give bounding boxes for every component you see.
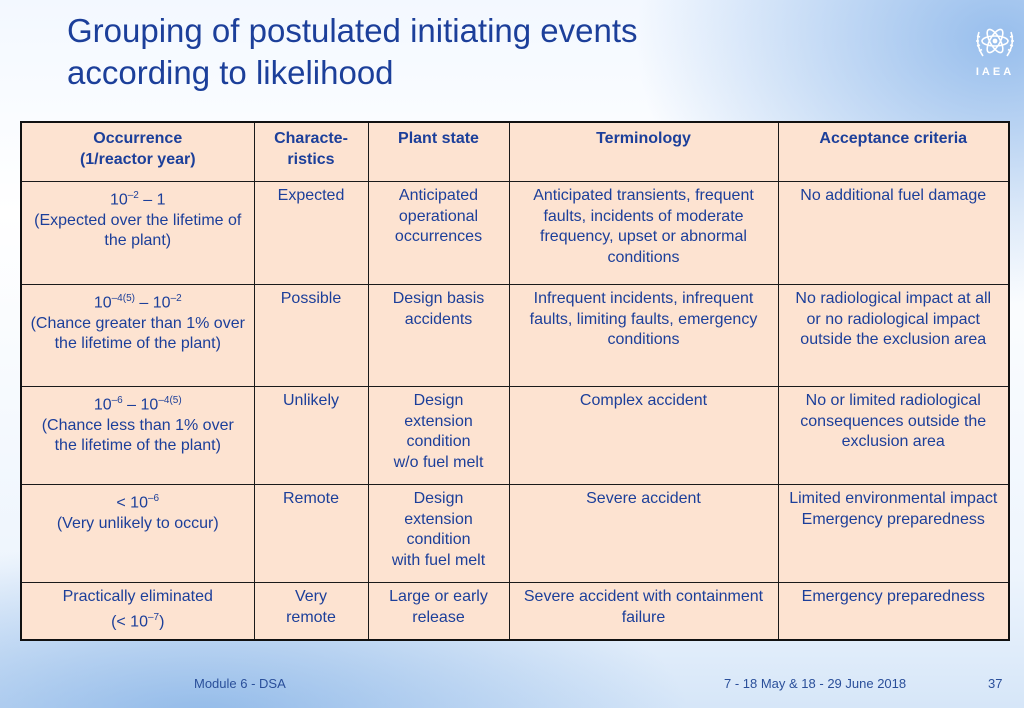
- header-characteristics: Characte- ristics: [254, 122, 368, 182]
- cell-plant-state: Design basis accidents: [368, 285, 509, 387]
- cell-terminology: Anticipated transients, frequent faults, incidents of moderate frequency, upset or abnormal conditions: [509, 182, 778, 285]
- occurrence-mid: – 10: [134, 294, 171, 312]
- cell-characteristics: [254, 583, 368, 641]
- cell-occurrence: [21, 387, 254, 485]
- characteristics-line: Very: [294, 588, 327, 605]
- acceptance-line: Limited environmental impact: [789, 490, 998, 507]
- occurrence-base: < 10: [116, 494, 148, 512]
- cell-plant-state: Large or early release: [368, 583, 509, 641]
- occurrence-base: 10: [109, 191, 128, 209]
- plant-state-line: condition: [406, 531, 471, 548]
- occurrence-rest: – 1: [138, 191, 166, 209]
- slide-title: [67, 10, 867, 94]
- occurrence-note: (Very unlikely to occur): [56, 514, 219, 532]
- header-acceptance-criteria: Acceptance criteria: [778, 122, 1009, 182]
- occurrence-exponent: –6: [111, 395, 123, 406]
- occurrence-exponent-2: –2: [170, 293, 182, 304]
- occurrence-exponent: –2: [127, 190, 139, 201]
- table-row: [21, 285, 1009, 387]
- cell-occurrence: [21, 182, 254, 285]
- cell-plant-state: Anticipated operational occurrences: [368, 182, 509, 285]
- cell-acceptance: [778, 485, 1009, 583]
- cell-characteristics: Unlikely: [254, 387, 368, 485]
- cell-terminology: Severe accident: [509, 485, 778, 583]
- occurrence-note: (Expected over the lifetime of the plant): [34, 211, 242, 250]
- occurrence-exponent-2: –4(5): [158, 395, 182, 406]
- table-row: [21, 485, 1009, 583]
- page-number: 37: [988, 676, 1003, 691]
- plant-state-line: Design: [413, 392, 464, 409]
- occurrence-line-1: Practically eliminated: [62, 588, 213, 605]
- occurrence-close: ): [159, 612, 165, 630]
- cell-acceptance: No additional fuel damage: [778, 182, 1009, 285]
- table-header-row: [21, 122, 1009, 182]
- occurrence-base: 10: [93, 396, 112, 414]
- cell-terminology: Complex accident: [509, 387, 778, 485]
- cell-plant-state: [368, 485, 509, 583]
- atom-laurel-icon: [973, 22, 1017, 64]
- table-row: [21, 387, 1009, 485]
- plant-state-line: extension: [404, 510, 473, 528]
- occurrence-open: (< 10: [111, 612, 148, 630]
- table-row: [21, 583, 1009, 641]
- occurrence-exponent: –4(5): [111, 293, 135, 304]
- cell-characteristics: Remote: [254, 485, 368, 583]
- cell-acceptance: Emergency preparedness: [778, 583, 1009, 641]
- plant-state-line: with fuel melt: [391, 551, 486, 569]
- occurrence-note: (Chance greater than 1% over the lifetime of the plant): [30, 314, 245, 353]
- iaea-logo: [968, 22, 1022, 80]
- characteristics-line: remote: [286, 608, 336, 626]
- cell-acceptance: No or limited radiological consequences outside the exclusion area: [778, 387, 1009, 485]
- acceptance-line: Emergency preparedness: [801, 510, 985, 528]
- title-line-2: according to likelihood: [67, 54, 394, 91]
- occurrence-exponent: –6: [147, 493, 160, 504]
- occurrence-exponent: –7: [147, 611, 160, 623]
- cell-occurrence: [21, 485, 254, 583]
- footer-dates: 7 - 18 May & 18 - 29 June 2018: [724, 676, 907, 691]
- header-plant-state: Plant state: [368, 122, 509, 182]
- plant-state-line: Design: [413, 490, 464, 507]
- cell-characteristics: Possible: [254, 285, 368, 387]
- plant-state-line: condition: [406, 433, 471, 450]
- cell-occurrence: [21, 583, 254, 641]
- title-line-1: Grouping of postulated initiating events: [67, 12, 638, 49]
- table-row: [21, 182, 1009, 285]
- footer-module: Module 6 - DSA: [194, 676, 286, 691]
- header-occurrence: Occurrence (1/reactor year): [21, 122, 254, 182]
- plant-state-line: extension: [404, 412, 473, 430]
- plant-state-line: w/o fuel melt: [393, 453, 484, 471]
- cell-occurrence: [21, 285, 254, 387]
- logo-text: IAEA: [975, 66, 1015, 78]
- likelihood-table: [20, 121, 1010, 641]
- occurrence-note: (Chance less than 1% over the lifetime of the plant): [41, 416, 234, 455]
- cell-terminology: Severe accident with containment failure: [509, 583, 778, 641]
- header-terminology: Terminology: [509, 122, 778, 182]
- cell-plant-state: [368, 387, 509, 485]
- cell-characteristics: Expected: [254, 182, 368, 285]
- cell-acceptance: No radiological impact at all or no radiological impact outside the exclusion area: [778, 285, 1009, 387]
- occurrence-base: 10: [93, 294, 112, 312]
- occurrence-mid: – 10: [122, 396, 159, 414]
- cell-terminology: Infrequent incidents, infrequent faults, limiting faults, emergency conditions: [509, 285, 778, 387]
